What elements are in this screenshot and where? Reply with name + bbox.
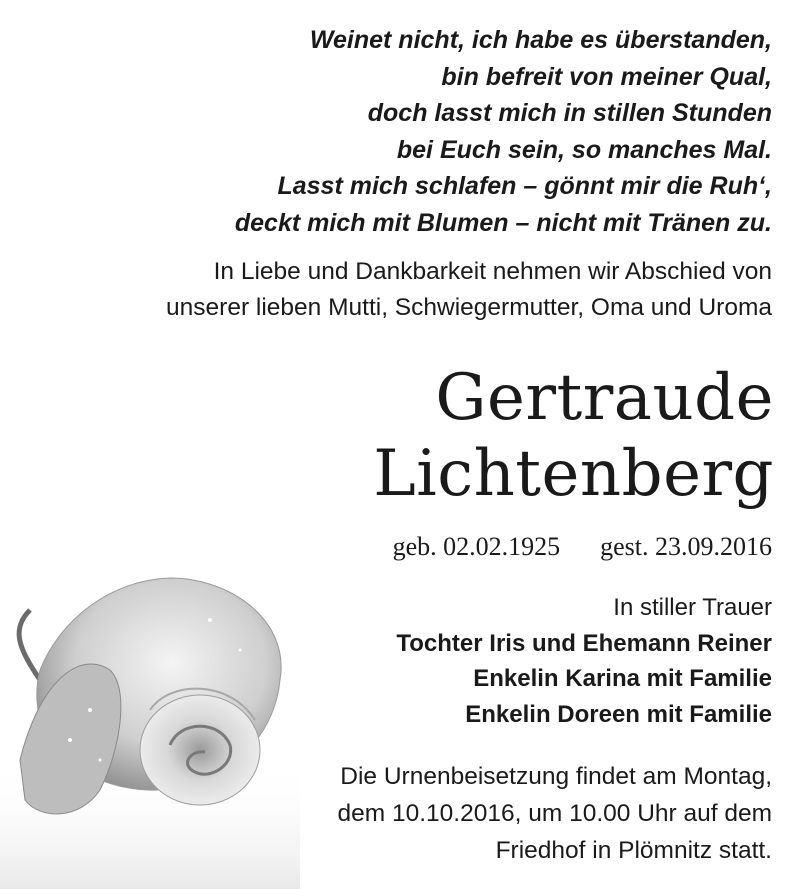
funeral-line: Friedhof in Plömnitz statt. xyxy=(495,837,772,864)
intro-text xyxy=(12,254,772,326)
poem-line: Weinet nicht, ich habe es überstanden, xyxy=(309,26,772,54)
last-name: Lichtenberg xyxy=(373,437,774,511)
death-date: gest. 23.09.2016 xyxy=(600,532,772,561)
life-dates xyxy=(393,530,772,564)
intro-line: In Liebe und Dankbarkeit nehmen wir Abschied von xyxy=(213,258,772,285)
funeral-notice xyxy=(72,758,772,869)
funeral-line: dem 10.10.2016, um 10.00 Uhr auf dem xyxy=(337,800,772,827)
deceased-name xyxy=(14,360,774,512)
first-name: Gertraude xyxy=(435,361,774,435)
funeral-line: Die Urnenbeisetzung findet am Montag, xyxy=(340,763,772,790)
birth-date: geb. 02.02.1925 xyxy=(392,532,561,561)
poem-line: bin befreit von meiner Qual, xyxy=(441,62,772,91)
mourner-family: Enkelin Karina mit Familie xyxy=(473,665,772,692)
poem-line: doch lasst mich in stillen Stunden xyxy=(367,99,772,127)
mourners-heading: In stiller Trauer xyxy=(613,594,772,621)
poem-line: deckt mich mit Blumen – nicht mit Tränen zu. xyxy=(234,208,772,237)
poem-line: Lasst mich schlafen – gönnt mir die Ruh‘, xyxy=(277,172,772,200)
intro-line: unserer lieben Mutti, Schwiegermutter, Oma und Uroma xyxy=(166,294,772,321)
poem-line: bei Euch sein, so manches Mal. xyxy=(396,135,772,164)
mourner-family: Tochter Iris und Ehemann Reiner xyxy=(396,629,772,657)
mourners xyxy=(72,590,772,732)
poem xyxy=(12,22,772,241)
mourner-family: Enkelin Doreen mit Familie xyxy=(465,700,772,728)
